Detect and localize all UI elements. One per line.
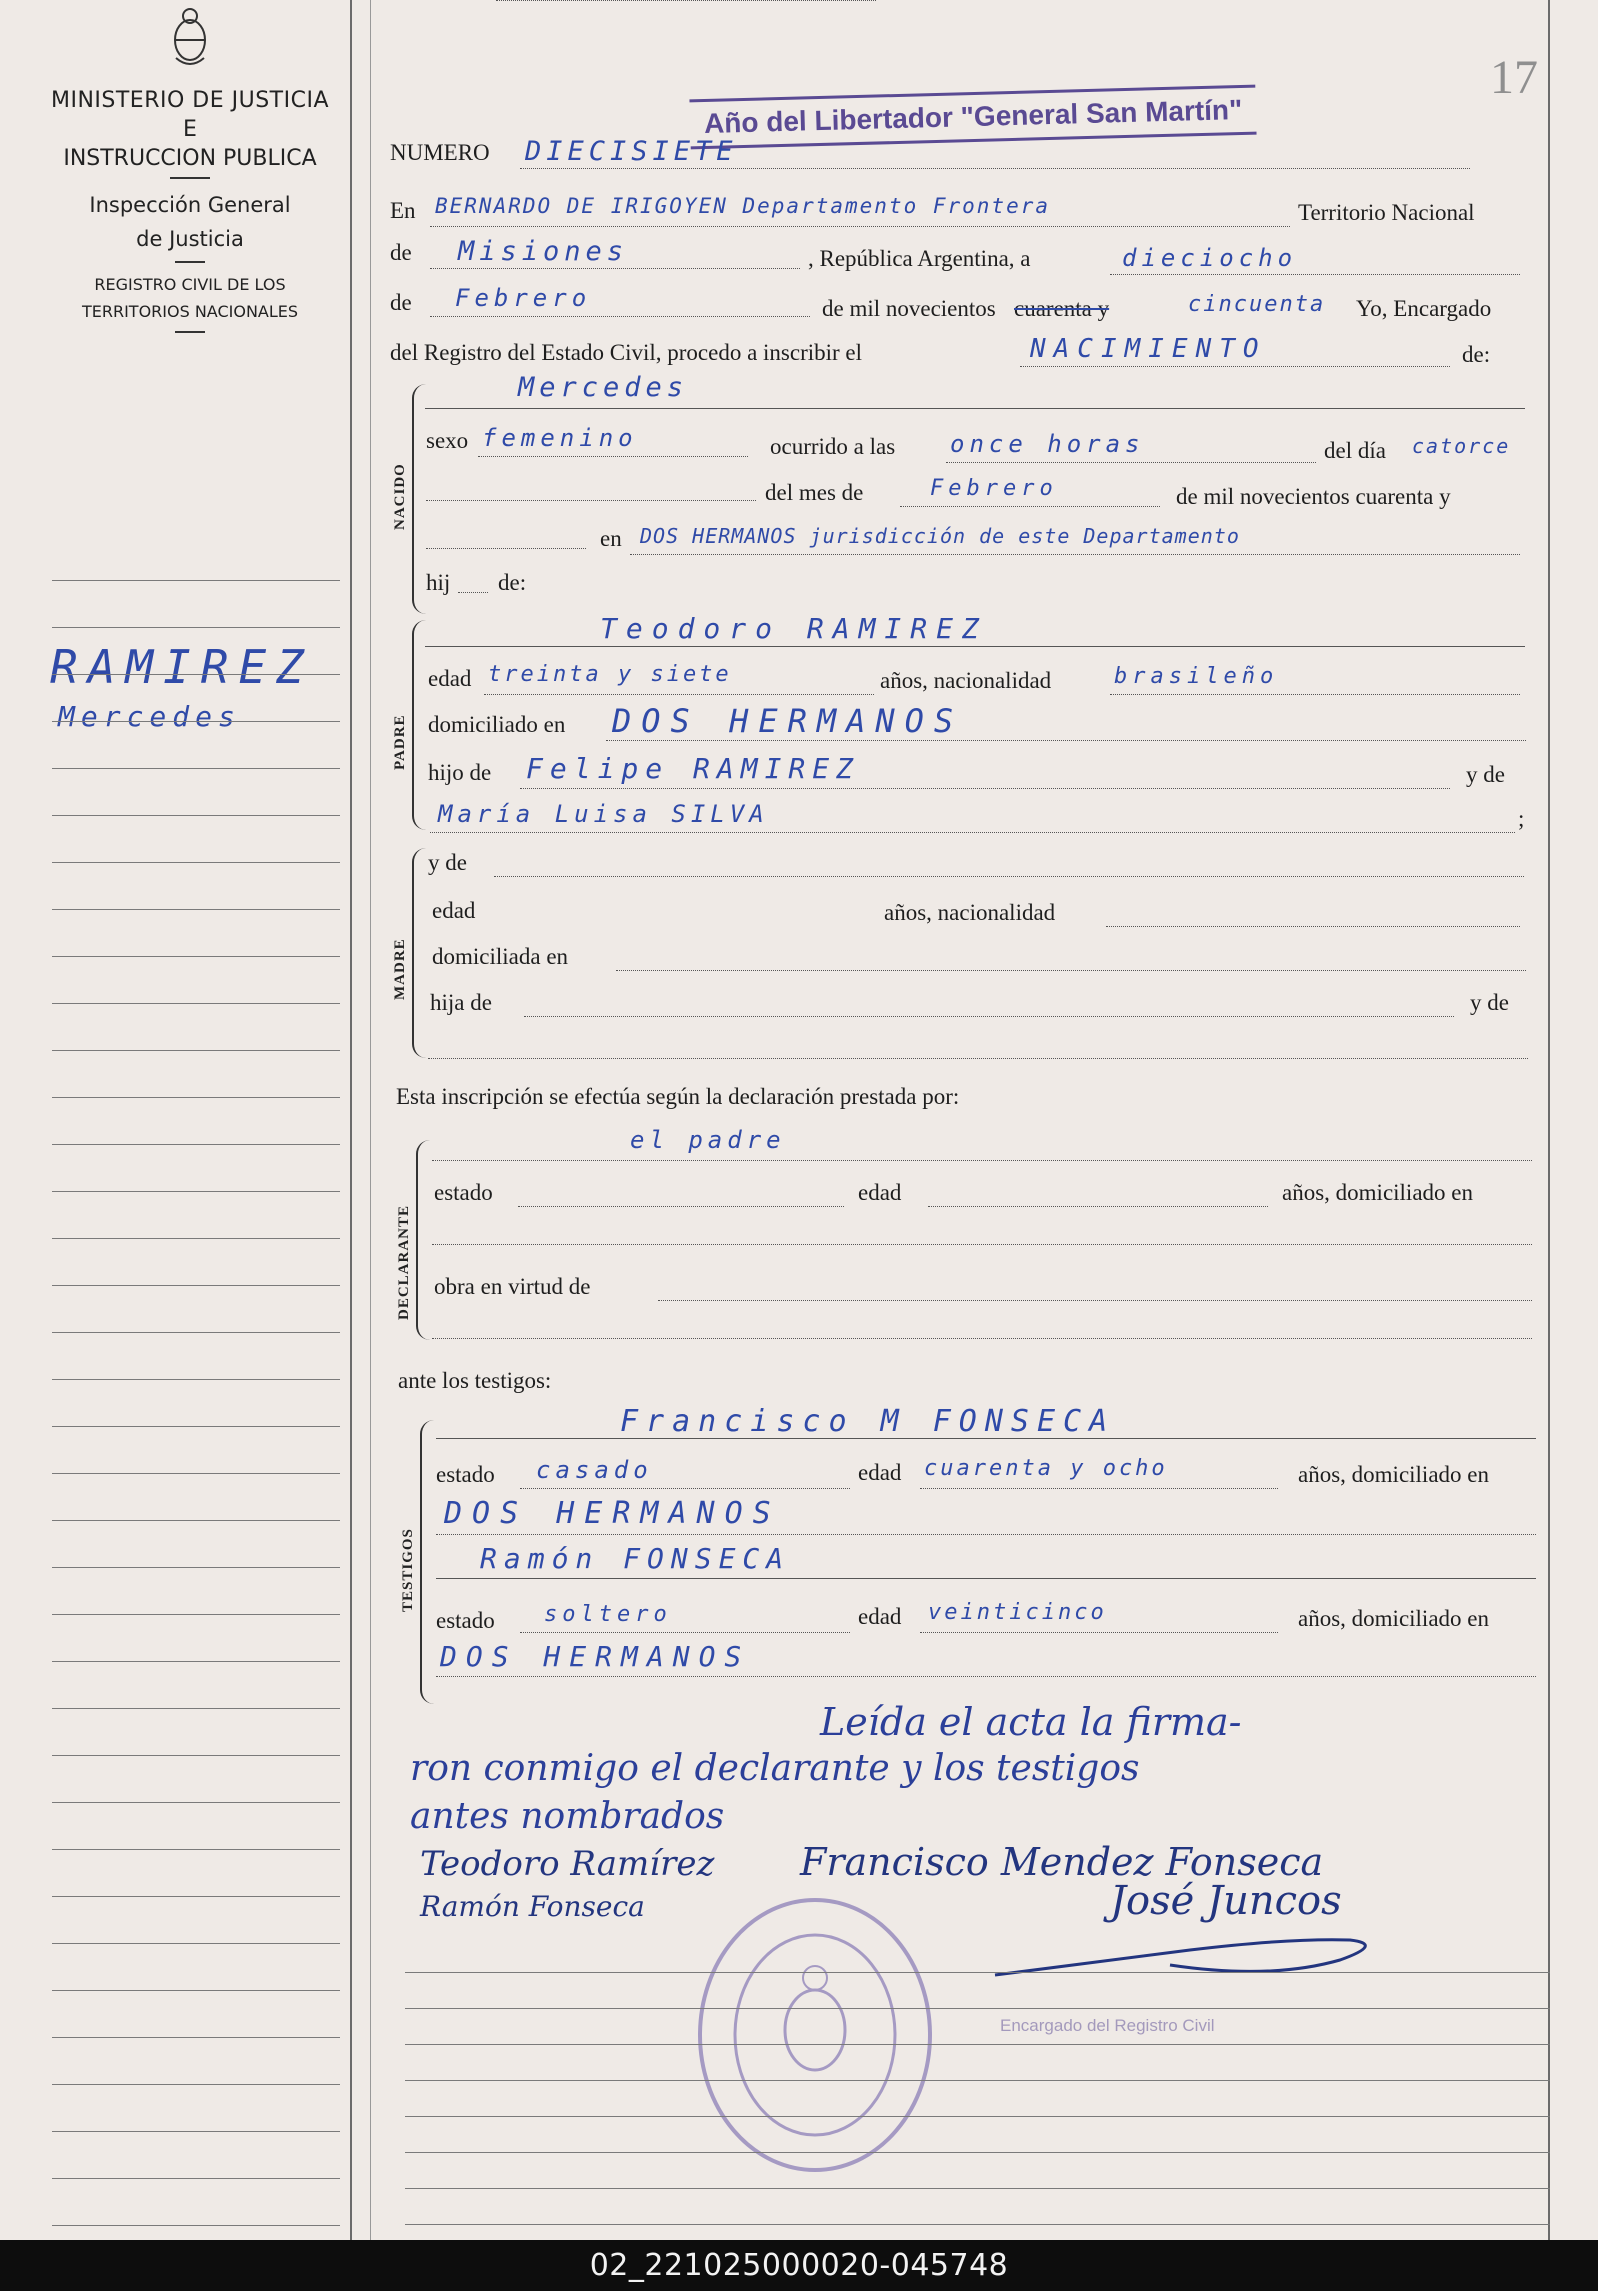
- left-ruled-line: [52, 580, 340, 581]
- declarante-dom-line: [432, 1244, 1532, 1245]
- t2-estado-label: estado: [436, 1608, 495, 1633]
- madre-brace: [412, 848, 426, 1058]
- signature-declarante: Teodoro Ramírez: [420, 1844, 715, 1884]
- nacido-nombre: Mercedes: [518, 372, 689, 403]
- padre-nombre-line: [425, 646, 1525, 647]
- right-ruled-line: [405, 2188, 1550, 2189]
- sexo-line: [478, 456, 748, 457]
- right-ruled-line: [405, 2044, 1550, 2045]
- acto-line: [1020, 366, 1450, 367]
- madre-y-de-line: [494, 876, 1524, 877]
- t2-edad: veinticinco: [928, 1600, 1107, 1625]
- padre-y-de-label: y de: [1466, 762, 1505, 787]
- left-ruled-line: [52, 1238, 340, 1239]
- padre-domicilio-line: [606, 740, 1526, 741]
- de3-label: de:: [1462, 342, 1491, 367]
- padre-madre-value: María Luisa SILVA: [438, 800, 769, 828]
- left-margin-divider: [350, 0, 352, 2240]
- closing-line2: ron conmigo el declarante y los testigos: [410, 1748, 1140, 1789]
- declarante-section-label: DECLARANTE: [396, 1204, 412, 1320]
- ministry-line7: TERRITORIOS NACIONALES: [81, 302, 299, 321]
- official-stamp-text: Encargado del Registro Civil: [1000, 2016, 1215, 2035]
- padre-madre-line: [430, 832, 1515, 833]
- ministry-line5: de Justicia: [136, 227, 244, 251]
- t2-estado: soltero: [544, 1602, 672, 1627]
- sexo-value: femenino: [482, 424, 638, 452]
- left-ruled-line: [52, 1990, 340, 1991]
- left-ruled-line: [52, 1943, 340, 1944]
- madre-nacionalidad-line: [1106, 926, 1520, 927]
- ministry-line2: E: [183, 117, 197, 142]
- en-nac-label: en: [600, 526, 622, 551]
- ministry-line4: Inspección General: [89, 193, 291, 217]
- madre-hija-line: [524, 1016, 1454, 1017]
- t1-anios-label: años, domiciliado en: [1298, 1462, 1489, 1487]
- numero-line: [520, 168, 1470, 169]
- margin-given-name: Mercedes: [58, 700, 241, 733]
- closing-line1: Leída el acta la firma-: [820, 1700, 1242, 1744]
- numero-value: DIECISIETE: [525, 136, 738, 167]
- madre-y-de2-label: y de: [1470, 990, 1509, 1015]
- left-ruled-line: [52, 1520, 340, 1521]
- padre-domicilio-value: DOS HERMANOS: [612, 702, 964, 740]
- left-ruled-line: [52, 1473, 340, 1474]
- en-value: BERNARDO DE IRIGOYEN Departamento Frontera: [435, 194, 1051, 218]
- closing-line3: antes nombrados: [410, 1796, 725, 1837]
- padre-edad-line: [484, 694, 874, 695]
- t1-nombre-line: [436, 1438, 1536, 1439]
- t1-dom-line: [436, 1534, 1536, 1535]
- padre-nacionalidad-line: [1110, 694, 1520, 695]
- right-ruled-line: [405, 1972, 1550, 1973]
- official-round-stamp: [690, 1890, 940, 2180]
- left-ruled-line: [52, 2225, 340, 2226]
- right-ruled-line: [405, 2152, 1550, 2153]
- ministry-line1: MINISTERIO DE JUSTICIA: [50, 88, 330, 113]
- madre-nacionalidad-label: años, nacionalidad: [884, 900, 1056, 925]
- coat-of-arms-icon: [168, 6, 212, 68]
- t1-edad-label: edad: [858, 1460, 902, 1485]
- mil-label: de mil novecientos: [822, 296, 996, 321]
- left-ruled-line: [52, 1708, 340, 1709]
- padre-edad-label: edad: [428, 666, 472, 691]
- left-ruled-line: [52, 1661, 340, 1662]
- declarante-estado-label: estado: [434, 1180, 493, 1205]
- dia-value: dieciocho: [1122, 244, 1298, 272]
- left-ruled-line: [52, 674, 340, 675]
- mes-value: Febrero: [455, 284, 592, 312]
- mes-line: [430, 316, 810, 317]
- territorio-label: Territorio Nacional: [1298, 200, 1475, 225]
- margin-surname: RAMIREZ: [50, 640, 314, 694]
- padre-nacionalidad-value: brasileño: [1114, 664, 1279, 689]
- declarante-edad-line: [928, 1206, 1268, 1207]
- republica-label: , República Argentina, a: [808, 246, 1031, 271]
- right-edge-line: [1548, 0, 1550, 2240]
- left-ruled-line: [52, 1896, 340, 1897]
- dia-line: [1110, 274, 1520, 275]
- hij-dots: [458, 592, 488, 593]
- ministry-rule-2: [175, 261, 205, 263]
- mil-nac-label: de mil novecientos cuarenta y: [1176, 484, 1451, 509]
- ministry-rule-3: [175, 331, 205, 333]
- t2-nombre-line: [436, 1578, 1536, 1579]
- left-ruled-line: [52, 2037, 340, 2038]
- t2-edad-label: edad: [858, 1604, 902, 1629]
- right-ruled-line: [405, 2008, 1550, 2009]
- t1-estado: casado: [536, 1456, 653, 1484]
- ministry-line3: INSTRUCCION PUBLICA: [63, 146, 317, 171]
- declarante-intro: Esta inscripción se efectúa según la declaración prestada por:: [396, 1084, 960, 1109]
- left-ruled-line: [52, 1379, 340, 1380]
- left-ruled-line: [52, 768, 340, 769]
- padre-section-label: PADRE: [392, 714, 408, 770]
- left-ruled-line: [52, 2178, 340, 2179]
- padre-domicilio-label: domiciliado en: [428, 712, 566, 737]
- mes-nac-line: [900, 506, 1160, 507]
- madre-section-label: MADRE: [392, 938, 408, 1000]
- declarante-edad-label: edad: [858, 1180, 902, 1205]
- padre-hijo-line: [520, 788, 1450, 789]
- padre-padre-value: Felipe RAMIREZ: [526, 752, 861, 785]
- territorio-line: [430, 268, 800, 269]
- t2-domicilio: DOS HERMANOS: [440, 1640, 751, 1673]
- hora-line: [946, 462, 1316, 463]
- left-ruled-line: [52, 1849, 340, 1850]
- numero-label: NUMERO: [390, 140, 490, 165]
- left-ruled-line: [52, 721, 340, 722]
- left-ruled-line: [52, 1802, 340, 1803]
- left-ruled-line: [52, 1567, 340, 1568]
- ministry-line6: REGISTRO CIVIL DE LOS: [94, 275, 286, 294]
- t2-estado-line: [520, 1632, 850, 1633]
- mes-label: del mes de: [765, 480, 864, 505]
- signature-flourish: [990, 1920, 1390, 1990]
- signature-encargado: José Juncos: [1110, 1878, 1342, 1924]
- t2-nombre: Ramón FONSECA: [480, 1542, 791, 1575]
- right-ruled-line: [405, 2080, 1550, 2081]
- image-id-footer: 02_221025000020-045748: [0, 2240, 1598, 2291]
- declarante-nombre-line: [432, 1160, 1532, 1161]
- t1-edad: cuarenta y ocho: [924, 1456, 1168, 1481]
- declarante-estado-line: [518, 1206, 844, 1207]
- t2-dom-line: [436, 1676, 1536, 1677]
- hij-de-label: de:: [498, 570, 527, 595]
- hij-label: hij: [426, 570, 451, 595]
- left-ruled-line: [52, 2131, 340, 2132]
- left-ruled-line: [52, 1285, 340, 1286]
- lugar-pre-line: [426, 548, 586, 549]
- padre-hijo-label: hijo de: [428, 760, 492, 785]
- padre-semicolon: ;: [1518, 806, 1525, 831]
- page-number: 17: [1490, 51, 1538, 104]
- padre-edad-value: treinta y siete: [488, 662, 732, 687]
- t2-edad-line: [920, 1632, 1278, 1633]
- left-ruled-line: [52, 1050, 340, 1051]
- left-edge-line: [370, 0, 371, 2240]
- declarante-obra-line: [658, 1300, 1532, 1301]
- left-ruled-line: [52, 909, 340, 910]
- declarante-nombre: el padre: [630, 1126, 786, 1154]
- signature-testigo2: Ramón Fonseca: [420, 1890, 645, 1923]
- t1-estado-label: estado: [436, 1462, 495, 1487]
- padre-brace: [412, 620, 426, 830]
- left-ruled-line: [52, 627, 340, 628]
- yo-label: Yo, Encargado: [1356, 296, 1492, 321]
- left-ruled-line: [52, 1426, 340, 1427]
- t2-anios-label: años, domiciliado en: [1298, 1606, 1489, 1631]
- dia-label: del día: [1324, 438, 1386, 463]
- de-label: de: [390, 240, 412, 265]
- t1-estado-line: [520, 1488, 850, 1489]
- left-ruled-line: [52, 1144, 340, 1145]
- ocurrido-label: ocurrido a las: [770, 434, 896, 459]
- en-line: [430, 226, 1290, 227]
- madre-edad-line: [496, 0, 876, 1]
- left-ruled-line: [52, 1755, 340, 1756]
- lugar-line: [630, 554, 1520, 555]
- left-ruled-line: [52, 862, 340, 863]
- sexo-label: sexo: [426, 428, 469, 453]
- hora-value: once horas: [950, 430, 1145, 458]
- nacido-brace: [412, 384, 426, 614]
- dia-value-nac: catorce: [1412, 434, 1511, 458]
- mes-nac-pre-line: [426, 500, 756, 501]
- de2-label: de: [390, 290, 412, 315]
- right-ruled-line: [405, 2224, 1550, 2225]
- left-ruled-line: [52, 2084, 340, 2085]
- testigos-section-label: TESTIGOS: [400, 1528, 416, 1612]
- en-label: En: [390, 198, 416, 223]
- left-ruled-line: [52, 1191, 340, 1192]
- mes-value-nac: Febrero: [930, 476, 1058, 501]
- madre-hija-label: hija de: [430, 990, 492, 1015]
- t1-domicilio: DOS HERMANOS: [444, 1496, 781, 1531]
- declarante-obra-label: obra en virtud de: [434, 1274, 591, 1299]
- registro-label: del Registro del Estado Civil, procedo a inscribir el: [390, 340, 863, 365]
- ministry-block: [40, 0, 340, 343]
- left-ruled-line: [52, 1003, 340, 1004]
- madre-domicilio-line: [616, 970, 1526, 971]
- anio-value: cincuenta: [1188, 292, 1326, 317]
- header-stamp: Año del Libertador "General San Martín": [689, 85, 1257, 150]
- t1-nombre: Francisco M FONSECA: [620, 1404, 1116, 1439]
- madre-end-line: [428, 1058, 1528, 1059]
- declarante-end-line: [432, 1338, 1532, 1339]
- nacido-section-label: NACIDO: [392, 463, 408, 530]
- madre-domicilio-label: domiciliada en: [432, 944, 569, 969]
- declarante-brace: [416, 1140, 430, 1340]
- left-ruled-line: [52, 815, 340, 816]
- madre-edad-label: edad: [432, 898, 476, 923]
- left-ruled-line: [52, 956, 340, 957]
- testigos-intro: ante los testigos:: [398, 1368, 552, 1393]
- madre-y-de-label: y de: [428, 850, 467, 875]
- t1-edad-line: [920, 1488, 1278, 1489]
- territorio-value: Misiones: [458, 236, 629, 267]
- signature-testigo1: Francisco Mendez Fonseca: [800, 1840, 1324, 1884]
- left-ruled-line: [52, 1614, 340, 1615]
- padre-nombre: Teodoro RAMIREZ: [600, 612, 988, 645]
- acto-value: NACIMIENTO: [1030, 334, 1267, 364]
- left-ruled-line: [52, 1097, 340, 1098]
- cuarenta-struck: cuarenta y: [1014, 296, 1110, 321]
- testigos-brace: [420, 1420, 434, 1704]
- right-ruled-line: [405, 2116, 1550, 2117]
- declarante-anios-label: años, domiciliado en: [1282, 1180, 1473, 1205]
- nacido-nombre-line: [425, 408, 1525, 409]
- left-ruled-line: [52, 1332, 340, 1333]
- ministry-rule: [170, 177, 210, 179]
- padre-nacionalidad-label: años, nacionalidad: [880, 668, 1052, 693]
- lugar-value: DOS HERMANOS jurisdicción de este Departamento: [640, 524, 1240, 548]
